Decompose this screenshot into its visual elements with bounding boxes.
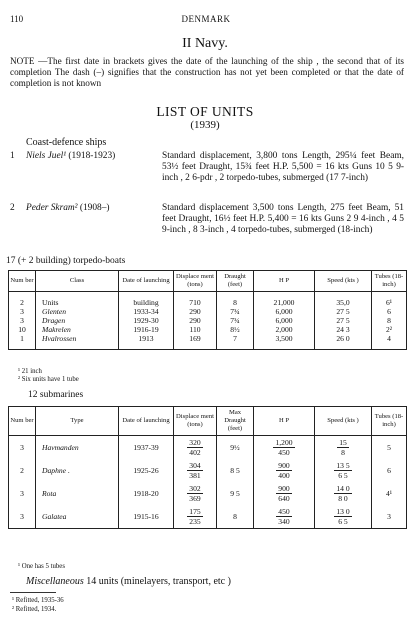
ship-name: Peder Skram² (1908–) bbox=[26, 203, 110, 213]
table-cell bbox=[174, 505, 217, 529]
table-cell: 1929-30 bbox=[119, 316, 174, 325]
page-number: 110 bbox=[10, 14, 24, 24]
stacked-value: 640 bbox=[278, 494, 290, 503]
table-footnote: ² Six units have 1 tube bbox=[18, 376, 79, 383]
table-cell bbox=[315, 459, 372, 482]
col-header: Date of launching bbox=[119, 271, 174, 292]
ship-dates: (1918-1923) bbox=[66, 151, 116, 161]
running-title: DENMARK bbox=[181, 14, 231, 24]
torpedo-boats-table bbox=[8, 270, 407, 350]
ship-number: 2 bbox=[10, 203, 15, 213]
table-cell: 10 bbox=[9, 325, 36, 334]
col-header: Tubes (18-inch) bbox=[372, 271, 407, 292]
stacked-value: 15 bbox=[339, 438, 347, 447]
table-cell: Makrelen bbox=[36, 325, 119, 334]
table-cell: 2² bbox=[372, 325, 407, 334]
stacked-value: 6 5 bbox=[338, 471, 348, 480]
table-cell: 6,000 bbox=[254, 316, 315, 325]
table-cell bbox=[174, 436, 217, 460]
table-cell: 710 bbox=[174, 292, 217, 308]
list-title: LIST OF UNITS bbox=[156, 104, 254, 119]
stacked-value: 304 bbox=[189, 461, 201, 470]
table-cell: 110 bbox=[174, 325, 217, 334]
coast-defence-heading: Coast-defence ships bbox=[26, 137, 107, 148]
ship-entry bbox=[10, 203, 404, 257]
stacked-value: 381 bbox=[189, 471, 201, 480]
table-cell: 1 bbox=[9, 334, 36, 350]
table-footnote: ¹ 21 inch bbox=[18, 368, 42, 375]
stacked-value: 450 bbox=[278, 448, 290, 457]
table-cell: 2 bbox=[9, 459, 36, 482]
ship-number: 1 bbox=[10, 151, 15, 161]
stacked-value: 900 bbox=[278, 461, 290, 470]
table-cell: 6 bbox=[372, 459, 407, 482]
col-header: Type bbox=[36, 407, 119, 436]
miscellaneous-label: Miscellaneous bbox=[26, 576, 84, 587]
table-cell: Rota bbox=[36, 482, 119, 505]
col-header: Class bbox=[36, 271, 119, 292]
table-cell: 6,000 bbox=[254, 307, 315, 316]
table-cell: 3 bbox=[372, 505, 407, 529]
table-cell: 7¾ bbox=[217, 316, 254, 325]
table-row bbox=[9, 325, 407, 334]
table-cell: 290 bbox=[174, 307, 217, 316]
table-cell: 2,000 bbox=[254, 325, 315, 334]
table-cell: Glenten bbox=[36, 307, 119, 316]
stacked-value: 900 bbox=[278, 484, 290, 493]
stacked-value: 369 bbox=[189, 494, 201, 503]
table-cell: 3 bbox=[9, 482, 36, 505]
table-cell: 1933-34 bbox=[119, 307, 174, 316]
table-cell bbox=[174, 459, 217, 482]
col-header: Draught (feet) bbox=[217, 271, 254, 292]
table-cell: 1918-20 bbox=[119, 482, 174, 505]
page-footnote: ² Refitted, 1934. bbox=[12, 606, 57, 613]
table-cell bbox=[174, 482, 217, 505]
stacked-value: 175 bbox=[189, 507, 201, 516]
table-cell: 6 bbox=[372, 307, 407, 316]
stacked-value: 400 bbox=[278, 471, 290, 480]
table-cell: 6¹ bbox=[372, 292, 407, 308]
stacked-value: 235 bbox=[189, 517, 201, 526]
table-cell: 1915-16 bbox=[119, 505, 174, 529]
submarines-heading: 12 submarines bbox=[28, 390, 84, 400]
table-row bbox=[9, 482, 407, 505]
table-cell: 1916-19 bbox=[119, 325, 174, 334]
table-row bbox=[9, 459, 407, 482]
table-cell: 2 bbox=[9, 292, 36, 308]
table-cell: Havmanden bbox=[36, 436, 119, 460]
stacked-value: 13 5 bbox=[336, 461, 350, 470]
ship-name: Niels Juel¹ (1918-1923) bbox=[26, 151, 116, 161]
footnote-divider bbox=[10, 592, 56, 593]
table-cell bbox=[315, 436, 372, 460]
table-cell: 8 bbox=[372, 316, 407, 325]
table-cell bbox=[315, 505, 372, 529]
col-header: Num ber bbox=[9, 271, 36, 292]
table-row bbox=[9, 316, 407, 325]
table-cell: 8 bbox=[217, 505, 254, 529]
table-cell: 8 5 bbox=[217, 459, 254, 482]
table-cell: 290 bbox=[174, 316, 217, 325]
stacked-value: 450 bbox=[278, 507, 290, 516]
table-cell: 7¾ bbox=[217, 307, 254, 316]
table-cell: 4¹ bbox=[372, 482, 407, 505]
stacked-value: 14 0 bbox=[336, 484, 350, 493]
table-cell: building bbox=[119, 292, 174, 308]
table-cell: 4 bbox=[372, 334, 407, 350]
page-footnote: ¹ Refitted, 1935-36 bbox=[12, 597, 64, 604]
table-cell: Units bbox=[36, 292, 119, 308]
table-cell: Daphne . bbox=[36, 459, 119, 482]
stacked-value: 8 0 bbox=[338, 494, 348, 503]
torpedo-boats-heading: 17 (+ 2 building) torpedo-boats bbox=[6, 256, 126, 266]
table-cell: 8½ bbox=[217, 325, 254, 334]
table-header-row bbox=[9, 407, 407, 436]
ship-dates: (1908–) bbox=[77, 203, 110, 213]
col-header: H P bbox=[254, 407, 315, 436]
stacked-value: 6 5 bbox=[338, 517, 348, 526]
table-cell: 9½ bbox=[217, 436, 254, 460]
stacked-value: 402 bbox=[189, 448, 201, 457]
table-cell: 3 bbox=[9, 505, 36, 529]
table-row bbox=[9, 307, 407, 316]
col-header: H P bbox=[254, 271, 315, 292]
stacked-value: 340 bbox=[278, 517, 290, 526]
table-cell: Hvalrossen bbox=[36, 334, 119, 350]
miscellaneous-text: 14 units (minelayers, transport, etc ) bbox=[83, 576, 231, 587]
ship-entry bbox=[10, 151, 404, 205]
col-header: Date of launching bbox=[119, 407, 174, 436]
stacked-value: 8 bbox=[341, 448, 345, 457]
table-cell: 35,0 bbox=[315, 292, 372, 308]
explanatory-note: NOTE —The first date in brackets gives the date of the launching of the ship , the second that of its completion The dash (–) signifies that the construction has not yet been completed or that the date of completion is not known bbox=[10, 56, 404, 88]
table-row bbox=[9, 292, 407, 308]
table-cell: 27 5 bbox=[315, 316, 372, 325]
table-cell bbox=[254, 436, 315, 460]
table-cell: 3 bbox=[9, 316, 36, 325]
table-cell bbox=[315, 482, 372, 505]
table-cell bbox=[254, 459, 315, 482]
col-header: Max Draught (feet) bbox=[217, 407, 254, 436]
col-header: Speed (kts ) bbox=[315, 271, 372, 292]
table-cell: 1937-39 bbox=[119, 436, 174, 460]
table-cell: 3 bbox=[9, 436, 36, 460]
table-cell: 21,000 bbox=[254, 292, 315, 308]
table-cell bbox=[254, 482, 315, 505]
table-row bbox=[9, 436, 407, 460]
submarines-table bbox=[8, 406, 407, 529]
table-cell: 26 0 bbox=[315, 334, 372, 350]
miscellaneous-line bbox=[26, 576, 231, 587]
col-header: Tubes (18-inch) bbox=[372, 407, 407, 436]
stacked-value: 302 bbox=[189, 484, 201, 493]
col-header: Num ber bbox=[9, 407, 36, 436]
table-cell: 1925-26 bbox=[119, 459, 174, 482]
table-header-row bbox=[9, 271, 407, 292]
section-title: II Navy. bbox=[182, 36, 228, 51]
table-cell: 7 bbox=[217, 334, 254, 350]
table-cell: 3 bbox=[9, 307, 36, 316]
ship-description: Standard displacement 3,500 tons Length, 275 feet Beam, 51 feet Draught, 16½ feet H.P. 5,400 = 16 kts Guns 2 9 4-inch , 4 5 9-inch , 8 3-inch , 4 torpedo-tubes, submerged (18-inch) bbox=[162, 203, 404, 235]
table-cell: 5 bbox=[372, 436, 407, 460]
table-cell bbox=[254, 505, 315, 529]
page-header bbox=[10, 14, 402, 26]
stacked-value: 13 0 bbox=[336, 507, 350, 516]
stacked-value: 1,200 bbox=[275, 438, 293, 447]
table-cell: 9 5 bbox=[217, 482, 254, 505]
table-row bbox=[9, 505, 407, 529]
col-header: Speed (kts ) bbox=[315, 407, 372, 436]
table-cell: Dragen bbox=[36, 316, 119, 325]
table-row bbox=[9, 334, 407, 350]
table-footnote: ¹ One has 5 tubes bbox=[18, 563, 65, 570]
col-header: Displace ment (tons) bbox=[174, 407, 217, 436]
table-cell: 169 bbox=[174, 334, 217, 350]
table-cell: 3,500 bbox=[254, 334, 315, 350]
stacked-value: 320 bbox=[189, 438, 201, 447]
col-header: Displace ment (tons) bbox=[174, 271, 217, 292]
table-cell: Galatea bbox=[36, 505, 119, 529]
table-cell: 27 5 bbox=[315, 307, 372, 316]
table-cell: 8 bbox=[217, 292, 254, 308]
table-cell: 24 3 bbox=[315, 325, 372, 334]
list-year: (1939) bbox=[190, 119, 220, 131]
ship-description: Standard displacement, 3,800 tons Length, 295¼ feet Beam, 53½ feet Draught, 15¾ feet H.P. 5,500 = 16 kts Guns 10 5 9-inch , 2 6-pdr , 2 torpedo-tubes, submerged (17 7-inch) bbox=[162, 151, 404, 183]
table-cell: 1913 bbox=[119, 334, 174, 350]
